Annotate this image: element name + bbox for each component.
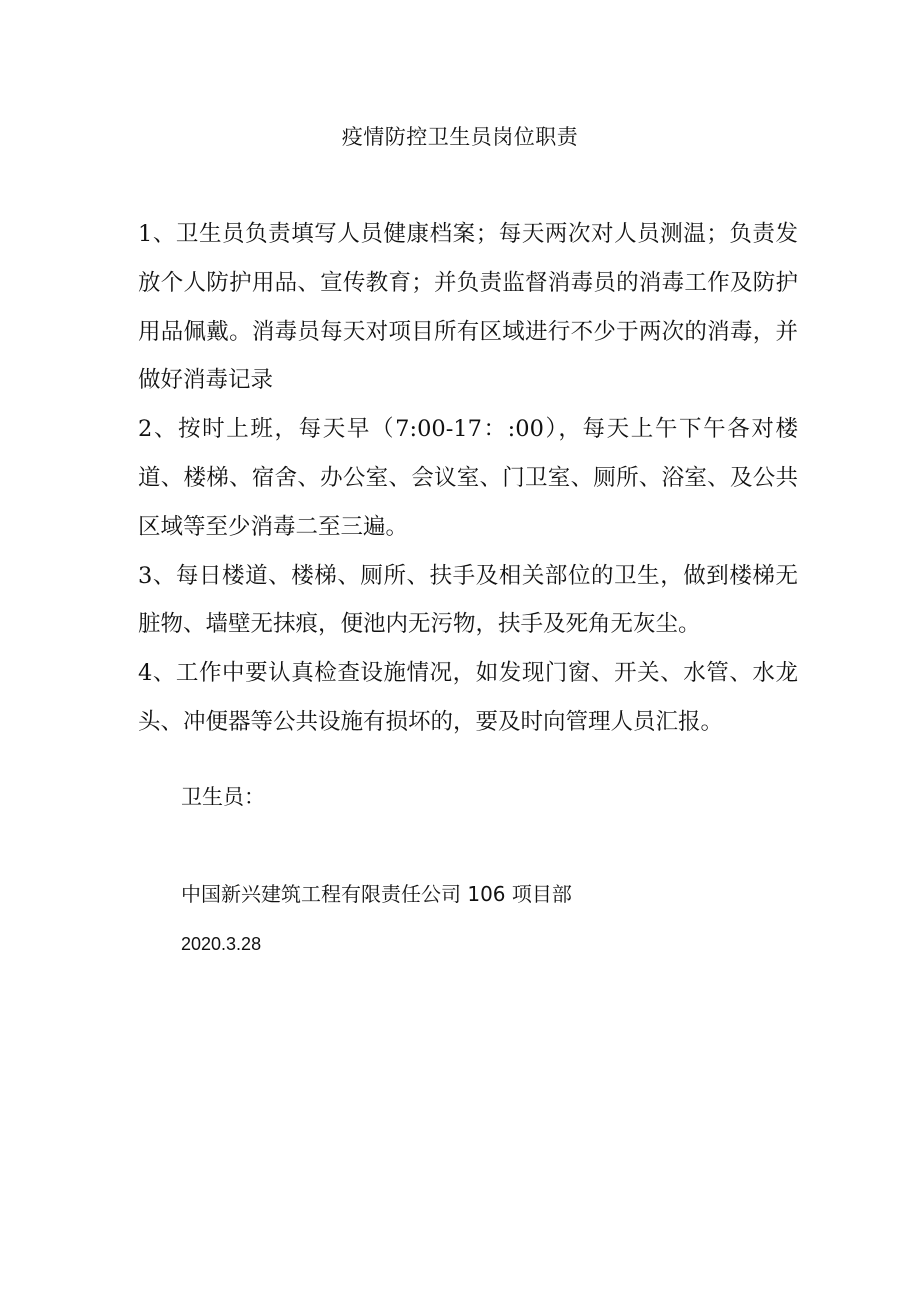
duties-list — [138, 210, 798, 747]
company-name: 中国新兴建筑工程有限责任公司 106 项目部 — [181, 882, 572, 906]
signature-label: 卫生员： — [181, 785, 265, 809]
duty-item-3: 3、每日楼道、楼梯、厕所、扶手及相关部位的卫生，做到楼梯无脏物、墙壁无抹痕，便池内无污物，扶手及死角无灰尘。 — [138, 562, 798, 638]
duty-item-1: 1、卫生员负责填写人员健康档案；每天两次对人员测温；负责发放个人防护用品、宣传教育；并负责监督消毒员的消毒工作及防护用品佩戴。消毒员每天对项目所有区域进行不少于两次的消毒，并做好消毒记录 — [138, 221, 798, 394]
document-date: 2020.3.28 — [181, 934, 262, 954]
duty-item-2: 2、按时上班，每天早（7:00-17：:00），每天上午下午各对楼道、楼梯、宿舍、办公室、会议室、门卫室、厕所、浴室、及公共区域等至少消毒二至三遍。 — [138, 416, 798, 540]
document-title: 疫情防控卫生员岗位职责 — [341, 125, 579, 149]
duty-item-4: 4、工作中要认真检查设施情况，如发现门窗、开关、水管、水龙头、冲便器等公共设施有损坏的，要及时向管理人员汇报。 — [138, 660, 798, 735]
